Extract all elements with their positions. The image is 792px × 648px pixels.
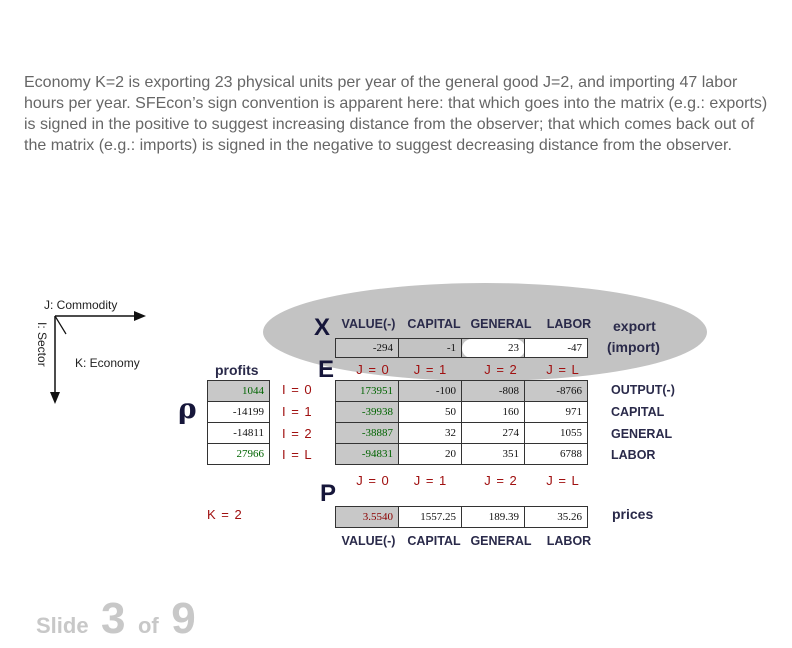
e-col-index-0: J = 0 xyxy=(356,362,390,377)
e-cell: 160 xyxy=(462,402,525,423)
table-row xyxy=(208,423,270,444)
p-header-value: VALUE(-) xyxy=(341,534,396,548)
p-header-capital: CAPITAL xyxy=(407,534,461,548)
x-symbol: X xyxy=(314,314,331,341)
economy-index-label: K = 2 xyxy=(207,507,243,522)
p-labor-cell: 35.26 xyxy=(525,507,588,528)
e-row-label-output: OUTPUT(-) xyxy=(611,383,675,397)
p-value-cell: 3.5540 xyxy=(336,507,399,528)
e-col-index-l: J = L xyxy=(546,362,580,377)
e-cell: -94831 xyxy=(336,444,399,465)
profits-table xyxy=(207,380,270,465)
table-row xyxy=(336,339,588,358)
table-row xyxy=(208,444,270,465)
e-cell: 173951 xyxy=(336,381,399,402)
e-cell: 971 xyxy=(525,402,588,423)
table-row xyxy=(336,423,588,444)
e-cell: -38887 xyxy=(336,423,399,444)
e-row-index-1: I = 1 xyxy=(282,404,313,419)
slide-counter xyxy=(36,594,196,644)
rho-symbol: ρ xyxy=(178,392,197,425)
table-row xyxy=(336,444,588,465)
x-capital-cell: -1 xyxy=(399,339,462,358)
p-header-general: GENERAL xyxy=(470,534,532,548)
x-general-cell: 23 xyxy=(462,339,525,358)
p-general-cell: 189.39 xyxy=(462,507,525,528)
prices-label: prices xyxy=(612,506,654,522)
p-header-labor: LABOR xyxy=(546,534,592,548)
table-row xyxy=(208,381,270,402)
e-row-label-general: GENERAL xyxy=(611,427,673,441)
sector-axis-label: I: Sector xyxy=(35,322,49,367)
p-capital-cell: 1557.25 xyxy=(399,507,462,528)
e-row-index-2: I = 2 xyxy=(282,426,313,441)
profit-cell: 27966 xyxy=(208,444,270,465)
sector-axis-arrowhead xyxy=(50,392,60,404)
e-symbol: E xyxy=(318,356,335,383)
p-col-index-l: J = L xyxy=(546,473,580,488)
table-row xyxy=(336,507,588,528)
slide-of-word: of xyxy=(137,613,159,638)
e-col-index-2: J = 2 xyxy=(484,362,518,377)
e-cell: -8766 xyxy=(525,381,588,402)
p-col-index-1: J = 1 xyxy=(413,473,448,488)
slide-current-number: 3 xyxy=(101,594,126,643)
slide-word: Slide xyxy=(36,613,89,638)
e-cell: 351 xyxy=(462,444,525,465)
commodity-axis-label: J: Commodity xyxy=(44,298,118,312)
profits-label: profits xyxy=(215,362,259,378)
table-row xyxy=(336,402,588,423)
e-cell: 32 xyxy=(399,423,462,444)
e-cell: 20 xyxy=(399,444,462,465)
intro-paragraph: Economy K=2 is exporting 23 physical units per year of the general good J=2, and importing 47 labor hours per year. SFEcon’s sign convention is apparent here: that which goes into the matrix (e.g.: exports) is signed in the positive to suggest increasing distance from the observer; that which comes back out of the matrix (e.g.: imports) is signed in the negative to suggest decreasing distance from the observer. xyxy=(24,74,768,154)
e-cell: -100 xyxy=(399,381,462,402)
e-cell: 50 xyxy=(399,402,462,423)
table-row xyxy=(336,381,588,402)
commodity-axis-arrowhead xyxy=(134,311,146,321)
x-header-capital: CAPITAL xyxy=(407,317,461,331)
p-col-index-0: J = 0 xyxy=(356,473,390,488)
e-row-label-labor: LABOR xyxy=(611,448,656,462)
profit-cell: -14811 xyxy=(208,423,270,444)
e-row-index-l: I = L xyxy=(282,447,313,462)
x-value-cell: -294 xyxy=(336,339,399,358)
e-matrix-table xyxy=(335,380,588,465)
e-cell: 6788 xyxy=(525,444,588,465)
e-cell: 1055 xyxy=(525,423,588,444)
table-row xyxy=(208,402,270,423)
p-vector-table xyxy=(335,506,588,528)
p-col-index-2: J = 2 xyxy=(484,473,518,488)
x-vector-table xyxy=(335,338,588,358)
export-label: export xyxy=(613,318,656,334)
x-header-labor: LABOR xyxy=(546,317,592,331)
slide-total-number: 9 xyxy=(171,594,196,643)
x-header-value: VALUE(-) xyxy=(341,317,396,331)
e-col-index-1: J = 1 xyxy=(413,362,448,377)
economy-axis-label: K: Economy xyxy=(75,356,140,370)
x-labor-cell: -47 xyxy=(525,339,588,358)
e-cell: -39938 xyxy=(336,402,399,423)
import-label: (import) xyxy=(607,339,660,355)
profit-cell: -14199 xyxy=(208,402,270,423)
e-cell: -808 xyxy=(462,381,525,402)
x-header-general: GENERAL xyxy=(470,317,532,331)
p-symbol: P xyxy=(320,480,337,507)
e-row-label-capital: CAPITAL xyxy=(611,405,665,419)
economy-axis-line xyxy=(55,316,66,334)
e-row-index-0: I = 0 xyxy=(282,382,313,397)
e-cell: 274 xyxy=(462,423,525,444)
profit-cell: 1044 xyxy=(208,381,270,402)
